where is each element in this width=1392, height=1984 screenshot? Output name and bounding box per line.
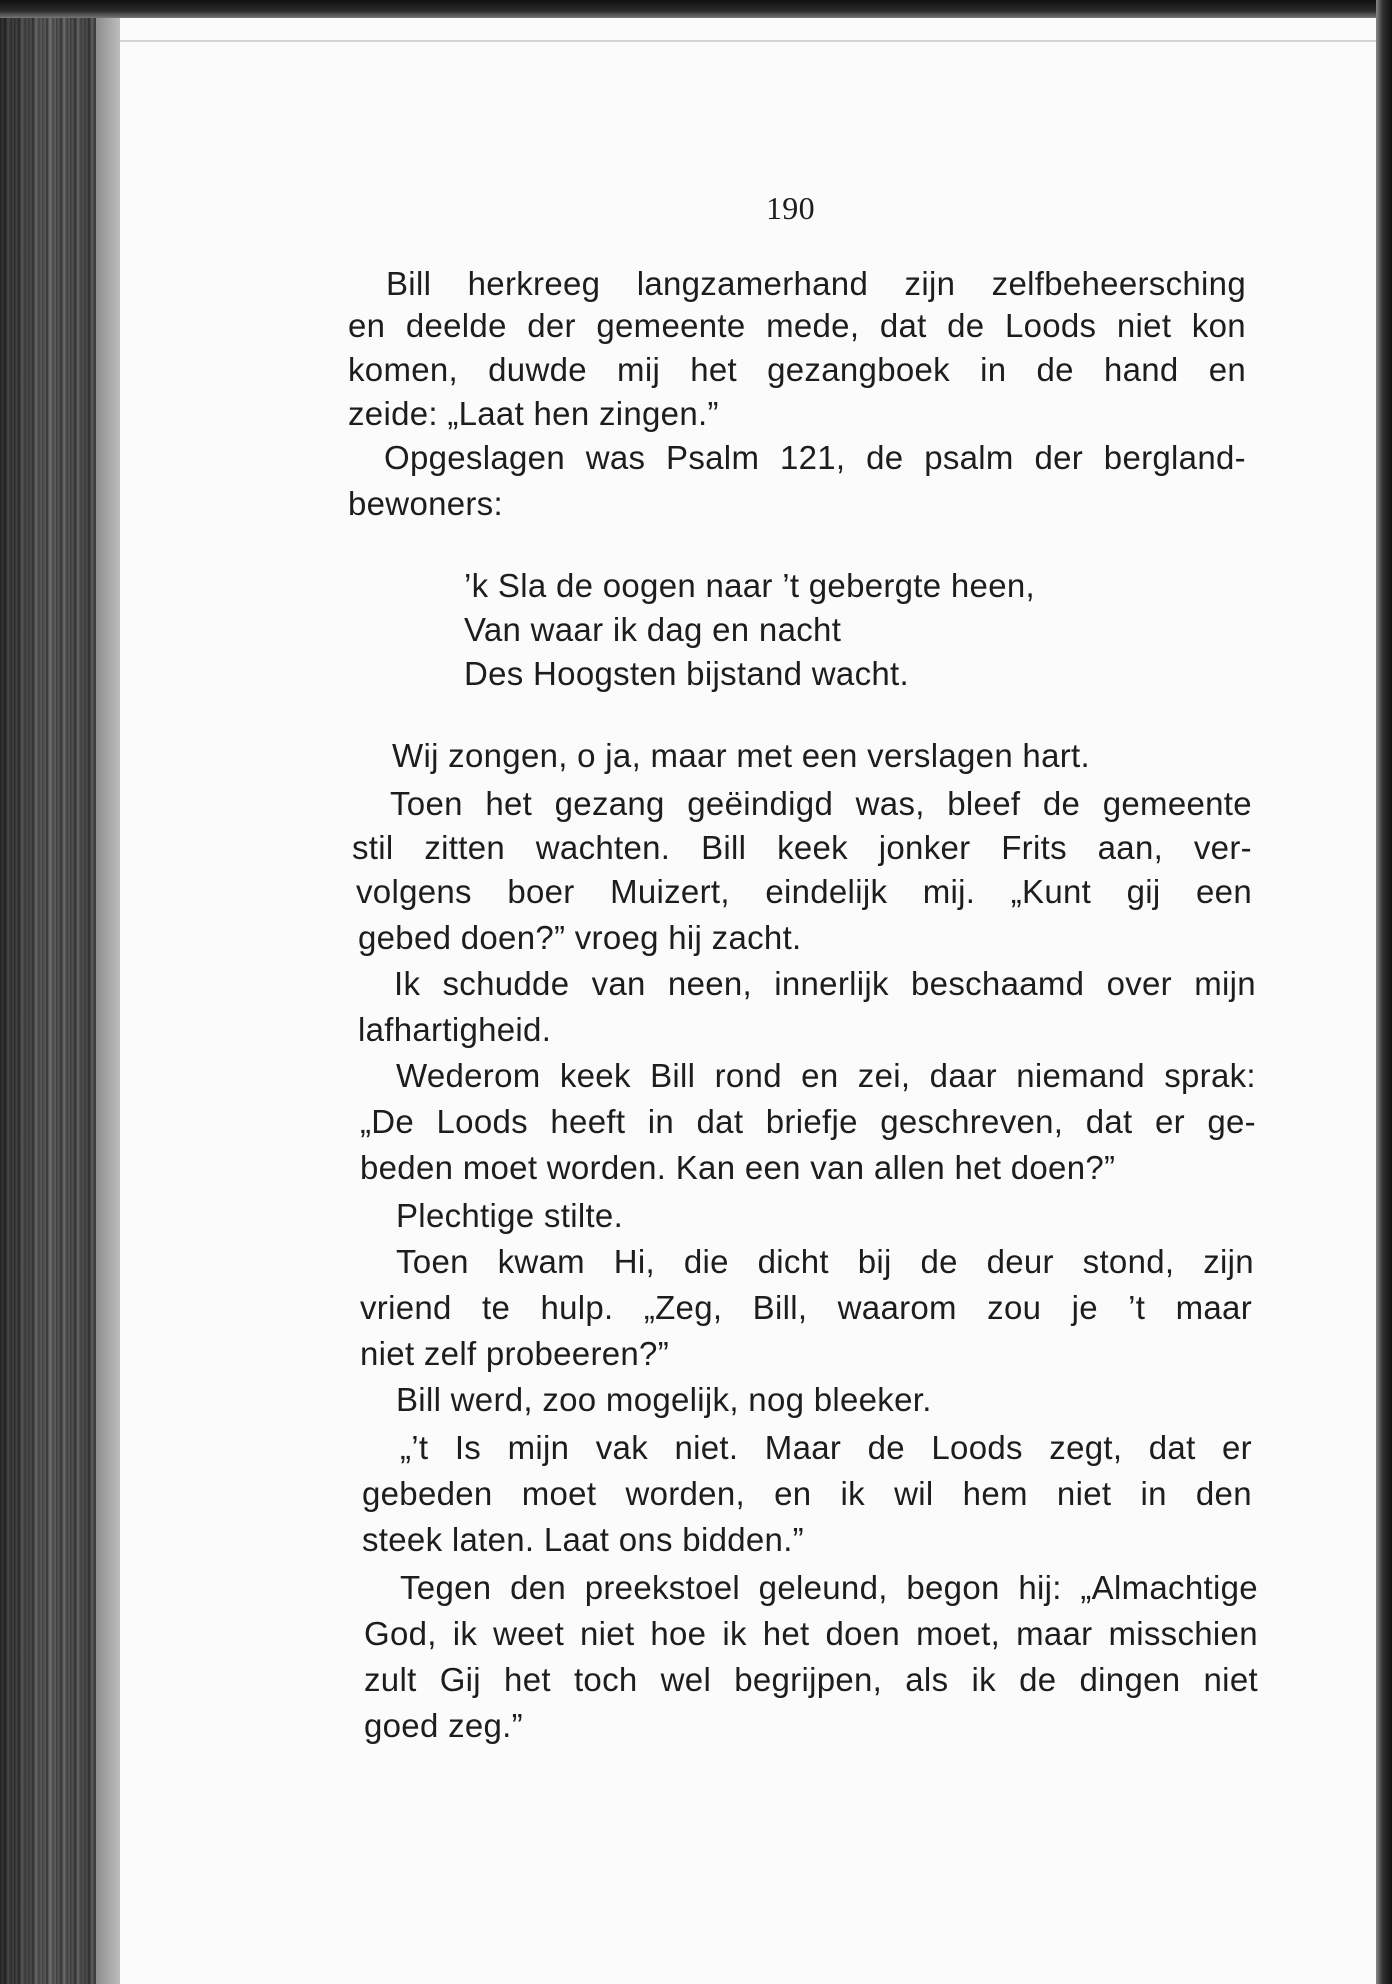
text-line: volgens boer Muizert, eindelijk mij. „Kunt gij een xyxy=(356,873,1252,910)
text-line: God, ik weet niet hoe ik het doen moet, maar misschien xyxy=(364,1615,1258,1652)
text-line: gebed doen?” vroeg hij zacht. xyxy=(358,919,802,956)
top-border xyxy=(0,0,1392,18)
right-border xyxy=(1376,0,1392,1984)
text-line: zult Gij het toch wel begrijpen, als ik de dingen niet xyxy=(364,1661,1258,1698)
text-line: vriend te hulp. „Zeg, Bill, waarom zou je ’t maar xyxy=(360,1289,1252,1326)
text-line: „’t Is mijn vak niet. Maar de Loods zegt, dat er xyxy=(400,1429,1252,1466)
text-line: gebeden moet worden, en ik wil hem niet in den xyxy=(362,1475,1252,1512)
text-line: Des Hoogsten bijstand wacht. xyxy=(464,655,909,692)
text-line: Ik schudde van neen, innerlijk beschaamd over mijn xyxy=(394,965,1256,1002)
text-line: Plechtige stilte. xyxy=(396,1197,624,1234)
text-line: Bill werd, zoo mogelijk, nog bleeker. xyxy=(396,1381,932,1418)
page-edges xyxy=(96,0,120,1984)
text-line: Bill herkreeg langzamerhand zijn zelfbeheersching xyxy=(386,265,1246,302)
text-line: beden moet worden. Kan een van allen het doen?” xyxy=(360,1149,1116,1186)
text-line: lafhartigheid. xyxy=(358,1011,552,1048)
text-line: stil zitten wachten. Bill keek jonker Frits aan, ver- xyxy=(352,829,1252,866)
text-line: Van waar ik dag en nacht xyxy=(464,611,842,648)
text-line: Toen het gezang geëindigd was, bleef de gemeente xyxy=(390,785,1252,822)
text-line: en deelde der gemeente mede, dat de Loods niet kon xyxy=(348,307,1246,344)
text-line: komen, duwde mij het gezangboek in de hand en xyxy=(348,351,1246,388)
text-line: Opgeslagen was Psalm 121, de psalm der bergland- xyxy=(384,439,1246,476)
text-line: bewoners: xyxy=(348,485,503,522)
text-line: goed zeg.” xyxy=(364,1707,523,1744)
text-line: Wij zongen, o ja, maar met een verslagen hart. xyxy=(392,737,1090,774)
text-line: „De Loods heeft in dat briefje geschreven, dat er ge- xyxy=(360,1103,1256,1140)
text-line: Tegen den preekstoel geleund, begon hij: „Almachtige xyxy=(400,1569,1258,1606)
text-line: zeide: „Laat hen zingen.” xyxy=(348,395,719,432)
text-line: ’k Sla de oogen naar ’t gebergte heen, xyxy=(464,567,1035,604)
page-number: 190 xyxy=(766,190,815,226)
text-line: steek laten. Laat ons bidden.” xyxy=(362,1521,804,1558)
text-line: Toen kwam Hi, die dicht bij de deur stond, zijn xyxy=(396,1243,1254,1280)
text-line: niet zelf probeeren?” xyxy=(360,1335,669,1372)
text-line: Wederom keek Bill rond en zei, daar niemand sprak: xyxy=(396,1057,1256,1094)
